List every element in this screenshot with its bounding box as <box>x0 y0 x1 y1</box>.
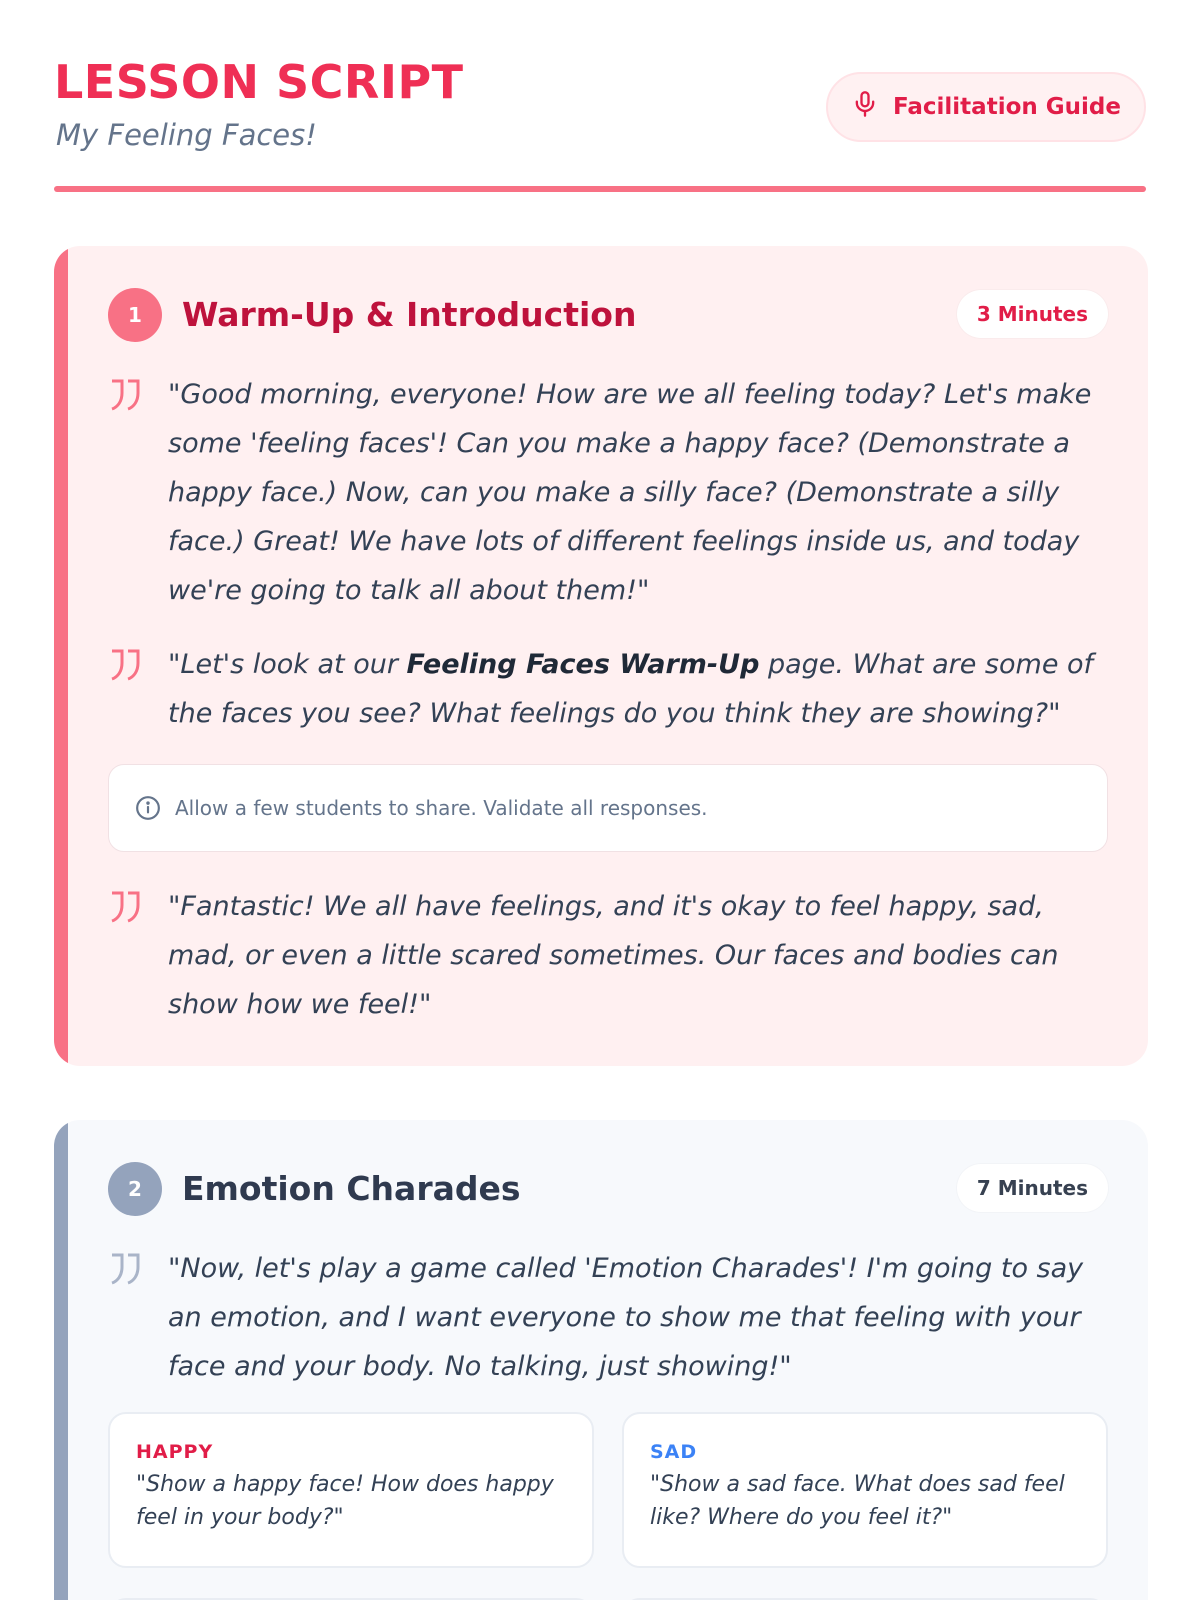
page-header <box>54 0 1146 193</box>
quote-icon <box>108 1252 144 1286</box>
emotion-cards <box>108 1412 1108 1570</box>
microphone-icon <box>851 90 879 124</box>
highlighted-term: Feeling Faces Warm-Up <box>406 649 760 680</box>
section-emotion-charades <box>54 1120 1148 1600</box>
quote-icon <box>108 890 144 924</box>
page-subtitle: My Feeling Faces! <box>56 118 317 152</box>
section-header <box>108 1162 1108 1216</box>
section-number-badge: 2 <box>108 1162 162 1216</box>
emotion-card-happy <box>108 1412 594 1568</box>
section-title: Warm-Up & Introduction <box>182 295 637 334</box>
quote-text: "Good morning, everyone! How are we all feeling today? Let's make some 'feeling faces'! Can you make a happy face? (Demonstrate a happy face.) Now, can you make a silly face? (Demonstrate a silly face.) Great! We have lots of different feelings inside us, and today we're going to talk all about them!" <box>168 379 1092 606</box>
header-divider <box>54 186 1146 192</box>
page-title: LESSON SCRIPT <box>54 55 464 109</box>
duration-badge: 3 Minutes <box>957 290 1108 338</box>
section-accent-stripe <box>54 1120 68 1600</box>
facilitation-guide-label: Facilitation Guide <box>893 94 1121 120</box>
quote-icon <box>108 648 144 682</box>
note-text: Allow a few students to share. Validate all responses. <box>175 796 708 820</box>
emotion-prompt: "Show a happy face! How does happy feel in your body?" <box>136 1472 554 1530</box>
emotion-card-sad <box>622 1412 1108 1568</box>
duration-badge: 7 Minutes <box>957 1164 1108 1212</box>
facilitator-note <box>108 764 1108 852</box>
script-quote <box>108 640 1118 740</box>
emotion-label: HAPPY <box>136 1441 214 1463</box>
facilitation-guide-button[interactable] <box>826 72 1146 142</box>
section-number-badge: 1 <box>108 288 162 342</box>
quote-text: "Fantastic! We all have feelings, and it's okay to feel happy, sad, mad, or even a little scared sometimes. Our faces and bodies can show how we feel!" <box>168 891 1059 1020</box>
quote-text: "Now, let's play a game called 'Emotion Charades'! I'm going to say an emotion, and I want everyone to show me that feeling with your face and your body. No talking, just showing!" <box>168 1253 1084 1382</box>
quote-icon <box>108 378 144 412</box>
emotion-label: SAD <box>650 1441 698 1463</box>
info-icon <box>135 795 161 821</box>
script-quote <box>108 882 1118 1032</box>
script-quote <box>108 370 1118 616</box>
section-title: Emotion Charades <box>182 1169 521 1208</box>
section-header <box>108 288 1108 342</box>
quote-text: "Let's look at our Feeling Faces Warm-Up page. What are some of the faces you see? What feelings do you think they are showing?" <box>168 649 1094 729</box>
section-warm-up <box>54 246 1148 1066</box>
section-accent-stripe <box>54 246 68 1066</box>
script-quote <box>108 1244 1118 1394</box>
emotion-prompt: "Show a sad face. What does sad feel like? Where do you feel it?" <box>650 1472 1065 1530</box>
